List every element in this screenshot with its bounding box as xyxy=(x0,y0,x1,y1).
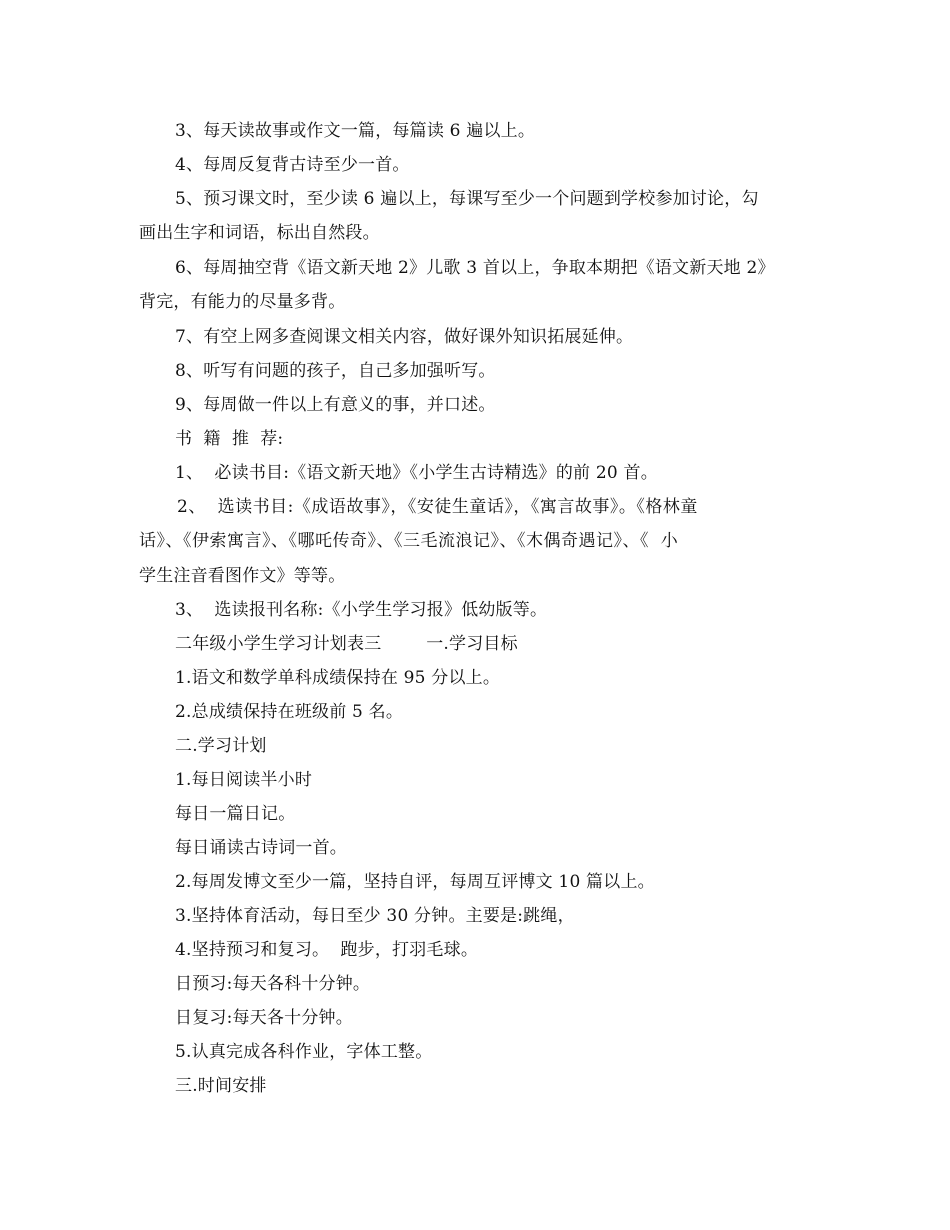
text-line: 5.认真完成各科作业，字体工整。 xyxy=(175,1042,433,1062)
text-line: 7、有空上网多查阅课文相关内容，做好课外知识拓展延伸。 xyxy=(175,327,634,347)
text-line: 每日一篇日记。 xyxy=(175,804,296,824)
section-heading: 书 籍 推 荐: xyxy=(175,429,284,449)
text-line: 学生注音看图作文》等等。 xyxy=(139,566,346,586)
text-line: 日复习:每天各十分钟。 xyxy=(175,1008,353,1028)
section-heading: 三.时间安排 xyxy=(175,1076,267,1096)
text-line: 2.每周发博文至少一篇，坚持自评，每周互评博文 10 篇以上。 xyxy=(175,872,655,892)
section-heading: 二.学习计划 xyxy=(175,736,267,756)
text-line: 3.坚持体育活动，每日至少 30 分钟。主要是:跳绳， xyxy=(175,906,575,926)
text-line: 2.总成绩保持在班级前 5 名。 xyxy=(175,702,404,722)
text-line: 日预习:每天各科十分钟。 xyxy=(175,974,371,994)
text-line: 1.语文和数学单科成绩保持在 95 分以上。 xyxy=(175,668,501,688)
text-line: 1.每日阅读半小时 xyxy=(175,770,313,790)
text-line: 5、预习课文时，至少读 6 遍以上，每课写至少一个问题到学校参加讨论，勾 xyxy=(175,189,759,209)
text-line: 3、每天读故事或作文一篇，每篇读 6 遍以上。 xyxy=(175,121,536,141)
section-heading: 二年级小学生学习计划表三 一.学习目标 xyxy=(175,634,518,654)
text-line: 话》、《伊索寓言》、《哪吒传奇》、《三毛流浪记》、《木偶奇遇记》、《 小 xyxy=(139,531,679,551)
text-line: 背完，有能力的尽量多背。 xyxy=(139,292,346,312)
text-line: 8、听写有问题的孩子，自己多加强听写。 xyxy=(175,361,496,381)
text-line: 9、每周做一件以上有意义的事，并口述。 xyxy=(175,395,496,415)
text-line: 4、每周反复背古诗至少一首。 xyxy=(175,155,410,175)
text-line: 画出生字和词语，标出自然段。 xyxy=(139,223,380,243)
text-line: 每日诵读古诗词一首。 xyxy=(175,838,347,858)
text-line: 4.坚持预习和复习。 跑步，打羽毛球。 xyxy=(175,940,479,960)
text-line: 6、每周抽空背《语文新天地 2》儿歌 3 首以上，争取本期把《语文新天地 2》 xyxy=(175,258,775,278)
text-line: 1、 必读书目:《语文新天地》《小学生古诗精选》的前 20 首。 xyxy=(175,463,658,483)
text-line: 3、 选读报刊名称:《小学生学习报》低幼版等。 xyxy=(175,600,548,620)
text-line: 2、 选读书目:《成语故事》，《安徒生童话》，《寓言故事》。《格林童 xyxy=(177,497,698,517)
